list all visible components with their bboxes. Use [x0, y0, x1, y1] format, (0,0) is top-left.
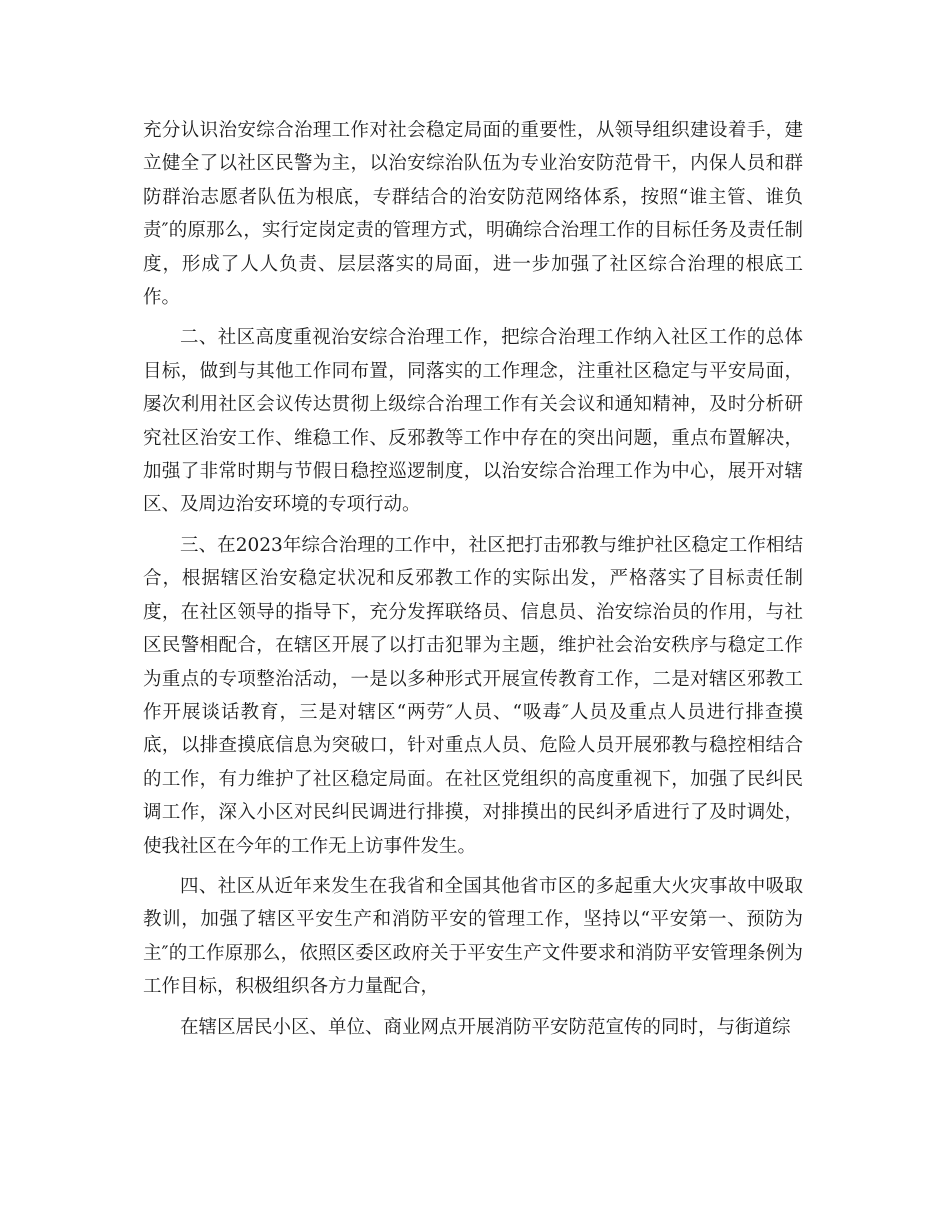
document-body — [143, 114, 803, 1051]
paragraph-2: 二、社区高度重视治安综合治理工作，把综合治理工作纳入社区工作的总体目标，做到与其他工作同布置，同落实的工作理念，注重社区稳定与平安局面，屡次利用社区会议传达贯彻上级综合治理工作有关会议和通知精神，及时分析研究社区治安工作、维稳工作、反邪教等工作中存在的突出问题，重点布置解决，加强了非常时期与节假日稳控巡逻制度，以治安综合治理工作为中心，展开对辖区、及周边治安环境的专项行动。 — [143, 327, 803, 516]
paragraph-3: 三、在2023年综合治理的工作中，社区把打击邪教与维护社区稳定工作相结合，根据辖区治安稳定状况和反邪教工作的实际出发，严格落实了目标责任制度，在社区领导的指导下，充分发挥联络员、信息员、治安综治员的作用，与社区民警相配合，在辖区开展了以打击犯罪为主题，维护社会治安秩序与稳定工作为重点的专项整治活动，一是以多种形式开展宣传教育工作，二是对辖区邪教工作开展谈话教育，三是对辖区“两劳″人员、“吸毒″人员及重点人员进行排查摸底，以排查摸底信息为突破口，针对重点人员、危险人员开展邪教与稳控相结合的工作，有力维护了社区稳定局面。在社区党组织的高度重视下，加强了民纠民调工作，深入小区对民纠民调进行排摸，对排摸出的民纠矛盾进行了及时调处，使我社区在今年的工作无上访事件发生。 — [143, 534, 803, 857]
paragraph-4: 四、社区从近年来发生在我省和全国其他省市区的多起重大火灾事故中吸取教训，加强了辖区平安生产和消防平安的管理工作，坚持以“平安第一、预防为主″的工作原那么，依照区委区政府关于平安生产文件要求和消防平安管理条例为工作目标，积极组织各方力量配合， — [143, 875, 803, 998]
paragraph-5: 在辖区居民小区、单位、商业网点开展消防平安防范宣传的同时，与街道综 — [180, 1016, 791, 1038]
paragraph-1: 充分认识治安综合治理工作对社会稳定局面的重要性，从领导组织建设着手，建立健全了以社区民警为主，以治安综治队伍为专业治安防范骨干，内保人员和群防群治志愿者队伍为根底，专群结合的治安防范网络体系，按照“谁主管、谁负责″的原那么，实行定岗定责的管理方式，明确综合治理工作的目标任务及责任制度，形成了人人负责、层层落实的局面，进一步加强了社区综合治理的根底工作。 — [143, 120, 803, 309]
